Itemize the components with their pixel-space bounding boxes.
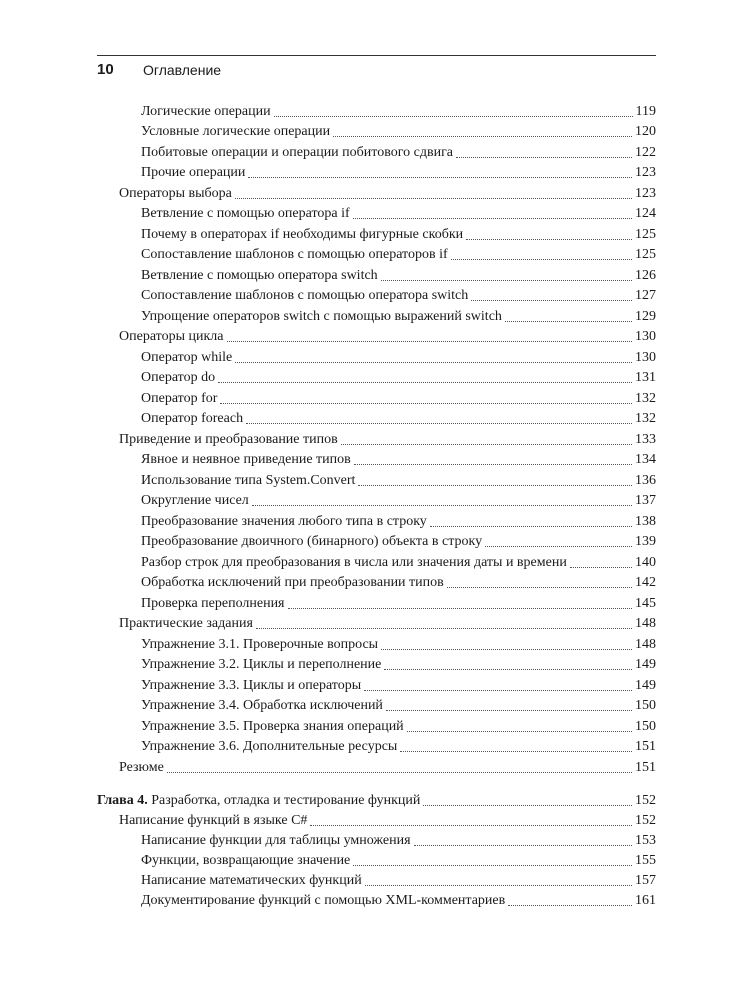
dot-leader: [447, 587, 632, 588]
toc-entry-page: 126: [635, 268, 656, 283]
toc-entry-page: 148: [635, 616, 656, 631]
toc-entry-title: Оператор while: [141, 350, 233, 365]
toc-entry-title: Приведение и преобразование типов: [119, 432, 338, 447]
dot-leader: [423, 805, 632, 806]
toc-entry-page: 124: [635, 206, 656, 221]
toc-entry-title: Условные логические операции: [141, 124, 331, 139]
dot-leader: [471, 300, 632, 301]
toc-entry[interactable]: [141, 286, 656, 306]
toc-entry-page: 145: [635, 596, 656, 611]
toc-entry[interactable]: [141, 851, 656, 871]
toc-entry[interactable]: [141, 871, 656, 891]
toc-entry-page: 129: [635, 309, 656, 324]
toc-entry[interactable]: [141, 737, 656, 757]
dot-leader: [167, 772, 632, 773]
toc-entry-title: Разбор строк для преобразования в числа или значения даты и времени: [141, 555, 567, 570]
toc-entry-page: 153: [635, 833, 656, 848]
toc-entry-page: 127: [635, 288, 656, 303]
toc-entry[interactable]: [141, 635, 656, 655]
toc-entry-title: Упражнение 3.6. Дополнительные ресурсы: [141, 739, 398, 754]
toc-entry-page: 132: [635, 391, 656, 406]
dot-leader: [400, 751, 632, 752]
toc-entry-title: Почему в операторах if необходимы фигурные скобки: [141, 227, 464, 242]
toc-entry-page: 137: [635, 493, 656, 508]
dot-leader: [485, 546, 632, 547]
toc-entry[interactable]: [141, 163, 656, 183]
toc-entry-title: Прочие операции: [141, 165, 246, 180]
dot-leader: [456, 157, 632, 158]
toc-entry-page: 139: [635, 534, 656, 549]
toc-entry[interactable]: [141, 102, 656, 122]
toc-entry[interactable]: [141, 553, 656, 573]
toc-entry-title: Преобразование двоичного (бинарного) объекта в строку: [141, 534, 483, 549]
toc-entry-page: 138: [635, 514, 656, 529]
toc-entry[interactable]: [119, 430, 656, 450]
toc-entry[interactable]: [141, 594, 656, 614]
toc-entry-title: Упражнение 3.2. Циклы и переполнение: [141, 657, 382, 672]
dot-leader: [414, 845, 632, 846]
toc-entry-title: Побитовые операции и операции побитового сдвига: [141, 145, 454, 160]
dot-leader: [220, 403, 632, 404]
toc-entry-page: 142: [635, 575, 656, 590]
toc-entry[interactable]: [141, 225, 656, 245]
toc-entry-page: 150: [635, 719, 656, 734]
toc-entry[interactable]: [141, 368, 656, 388]
toc-entry-page: 152: [635, 793, 656, 808]
toc-entry-page: 125: [635, 227, 656, 242]
toc-entry-title: Оператор for: [141, 391, 218, 406]
dot-leader: [381, 280, 632, 281]
toc-entry[interactable]: [119, 184, 656, 204]
toc-entry[interactable]: [141, 204, 656, 224]
toc-entry-title: Ветвление с помощью оператора if: [141, 206, 350, 221]
dot-leader: [505, 321, 632, 322]
chapter-title: Разработка, отладка и тестирование функций: [151, 793, 421, 808]
dot-leader: [274, 116, 633, 117]
dot-leader: [381, 649, 632, 650]
dot-leader: [341, 444, 632, 445]
toc-entry[interactable]: [141, 573, 656, 593]
toc-entry-title: Логические операции: [141, 104, 271, 119]
toc-entry-page: 136: [635, 473, 656, 488]
toc-entry-title: Написание функции для таблицы умножения: [141, 833, 411, 848]
toc-entry-title: Упрощение операторов switch с помощью выражений switch: [141, 309, 502, 324]
toc-entry-page: 134: [635, 452, 656, 467]
dot-leader: [365, 885, 632, 886]
toc-entry[interactable]: [141, 891, 656, 911]
dot-leader: [386, 710, 632, 711]
dot-leader: [466, 239, 632, 240]
dot-leader: [364, 690, 632, 691]
dot-leader: [570, 567, 632, 568]
toc-entry-title: Обработка исключений при преобразовании типов: [141, 575, 444, 590]
toc-entry[interactable]: [141, 122, 656, 142]
toc-entry-title: Резюме: [119, 760, 164, 775]
toc-entry[interactable]: [141, 471, 656, 491]
dot-leader: [333, 136, 632, 137]
toc-entry-title: Практические задания: [119, 616, 253, 631]
dot-leader: [310, 825, 632, 826]
toc-entry[interactable]: [141, 831, 656, 851]
toc-entry-page: 125: [635, 247, 656, 262]
toc-entry[interactable]: [141, 717, 656, 737]
toc-entry-title: [97, 791, 420, 811]
toc-entry-title: Операторы цикла: [119, 329, 224, 344]
toc-entry[interactable]: [119, 758, 656, 778]
dot-leader: [353, 865, 632, 866]
toc-entry-title: Округление чисел: [141, 493, 249, 508]
toc-entry-title: Упражнение 3.3. Циклы и операторы: [141, 678, 362, 693]
dot-leader: [384, 669, 632, 670]
toc-entry-page: 132: [635, 411, 656, 426]
toc-entry[interactable]: [141, 696, 656, 716]
toc-entry-page: 119: [635, 104, 656, 119]
toc-entry-page: 148: [635, 637, 656, 652]
toc-entry-page: 130: [635, 350, 656, 365]
toc-entry-page: 149: [635, 678, 656, 693]
toc-entry[interactable]: [141, 245, 656, 265]
dot-leader: [252, 505, 632, 506]
toc-entry[interactable]: [119, 811, 656, 831]
dot-leader: [508, 905, 632, 906]
toc-entry-page: 120: [635, 124, 656, 139]
toc-entry-page: 152: [635, 813, 656, 828]
toc-entry-title: Использование типа System.Convert: [141, 473, 356, 488]
toc-entry-page: 157: [635, 873, 656, 888]
toc-entry-title: Написание функций в языке C#: [119, 813, 308, 828]
toc-entry-title: Явное и неявное приведение типов: [141, 452, 351, 467]
toc-entry-title: Проверка переполнения: [141, 596, 285, 611]
toc-entry-page: 155: [635, 853, 656, 868]
toc-entry-title: Функции, возвращающие значение: [141, 853, 351, 868]
toc-entry-title: Упражнение 3.1. Проверочные вопросы: [141, 637, 379, 652]
page-number: 10: [97, 61, 114, 78]
toc-entry-title: Сопоставление шаблонов с помощью операторов if: [141, 247, 448, 262]
dot-leader: [218, 382, 632, 383]
toc-entry[interactable]: [141, 409, 656, 429]
toc-entry-title: Упражнение 3.4. Обработка исключений: [141, 698, 383, 713]
toc-entry-page: 140: [635, 555, 656, 570]
toc-entry-title: Преобразование значения любого типа в строку: [141, 514, 427, 529]
toc-chapter-entry[interactable]: [97, 791, 656, 811]
dot-leader: [354, 464, 632, 465]
dot-leader: [353, 218, 632, 219]
toc-entry-page: 150: [635, 698, 656, 713]
toc-entry[interactable]: [141, 389, 656, 409]
toc-entry-page: 122: [635, 145, 656, 160]
dot-leader: [235, 198, 632, 199]
dot-leader: [451, 259, 632, 260]
dot-leader: [246, 423, 632, 424]
dot-leader: [430, 526, 632, 527]
dot-leader: [358, 485, 632, 486]
toc-entry[interactable]: [141, 491, 656, 511]
toc-entry-page: 130: [635, 329, 656, 344]
dot-leader: [407, 731, 632, 732]
toc-entry[interactable]: [141, 450, 656, 470]
dot-leader: [288, 608, 633, 609]
toc-entry-page: 123: [635, 165, 656, 180]
toc-entry-page: 131: [635, 370, 656, 385]
toc-entry-title: Оператор do: [141, 370, 216, 385]
toc-entry[interactable]: [119, 327, 656, 347]
toc-entry-title: Оператор foreach: [141, 411, 244, 426]
toc-entry[interactable]: [119, 614, 656, 634]
toc-entry-page: 161: [635, 893, 656, 908]
running-title: Оглавление: [143, 62, 222, 78]
toc-entry[interactable]: [141, 676, 656, 696]
dot-leader: [248, 177, 632, 178]
toc-entry[interactable]: [141, 348, 656, 368]
toc-entry-title: Упражнение 3.5. Проверка знания операций: [141, 719, 404, 734]
toc-entry-page: 151: [635, 739, 656, 754]
toc-entry[interactable]: [141, 266, 656, 286]
toc-entry-page: 151: [635, 760, 656, 775]
toc-entry[interactable]: [141, 532, 656, 552]
toc-entry-title: Операторы выбора: [119, 186, 232, 201]
chapter-label: Глава 4.: [97, 793, 148, 808]
toc-entry[interactable]: [141, 655, 656, 675]
dot-leader: [235, 362, 632, 363]
toc-entry-title: Сопоставление шаблонов с помощью оператора switch: [141, 288, 469, 303]
toc-entry-title: Ветвление с помощью оператора switch: [141, 268, 378, 283]
toc-entry-page: 149: [635, 657, 656, 672]
toc-entry[interactable]: [141, 512, 656, 532]
toc-entry[interactable]: [141, 307, 656, 327]
toc-entry-title: Написание математических функций: [141, 873, 362, 888]
toc-entry-page: 133: [635, 432, 656, 447]
dot-leader: [227, 341, 633, 342]
toc-entry[interactable]: [141, 143, 656, 163]
toc-entry-title: Документирование функций с помощью XML-комментариев: [141, 893, 506, 908]
dot-leader: [256, 628, 632, 629]
toc-entry-page: 123: [635, 186, 656, 201]
